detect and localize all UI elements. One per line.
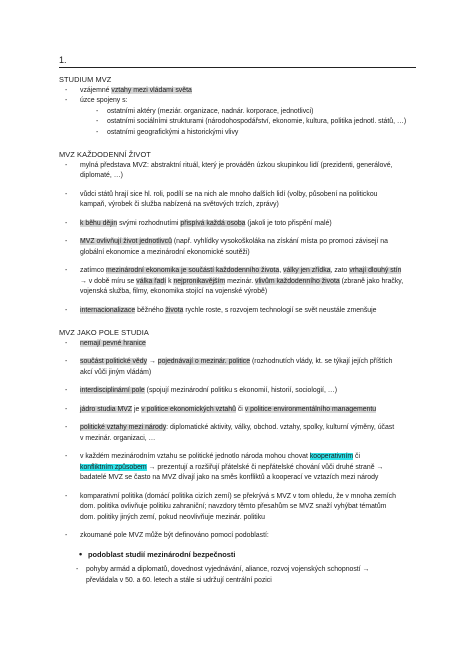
highlight: života: [165, 306, 184, 314]
list-item: [59, 266, 419, 298]
text-run: → prezentují a rozšiřují přátelské či nepřátelské chování vůči druhé straně →: [146, 463, 384, 471]
text-line: akcí vůči jiným vládám): [80, 368, 152, 376]
text-run: v každém mezinárodním vztahu se politické jednotlo národa mohou chovat: [80, 453, 310, 460]
highlight: k běhu dějin: [80, 219, 118, 227]
list-item: [59, 339, 419, 350]
text-line: v mezinár. organizaci, …: [80, 434, 156, 442]
kazdodenni-list: [59, 161, 419, 317]
highlight: v politice environmentálního managementu: [244, 405, 377, 413]
section-heading-studium: STUDIUM MVZ: [59, 75, 112, 84]
highlight: jádro studia MVZ: [80, 405, 133, 413]
text-run: zkoumané pole MVZ může být definováno pomocí podoblastí:: [80, 532, 269, 539]
text-run: (zbraně jako hračky,: [339, 277, 404, 285]
text-run: →: [147, 358, 158, 365]
text-line: badatelé MVZ se často na MVZ dívají jako na směs konfliktů a kooperací ve vztazích mezi národy: [80, 474, 379, 481]
heading-rule: [59, 67, 416, 68]
text-run: zatímco: [80, 267, 107, 274]
highlight: vrhají dlouhý stín: [349, 267, 402, 274]
highlight: v politice ekonomických vztahů: [141, 405, 236, 413]
text-run: : diplomatické aktivity, války, obchod. vztahy, spolky, kulturní výměny, účast: [166, 424, 395, 431]
text-line: kampaň, výrobek či služba nabízená na světových trzích, zprávy): [80, 201, 279, 208]
highlight: pojednávají o mezinár. politice: [157, 358, 251, 365]
text-run: či: [353, 453, 361, 460]
highlight-cyan: kooperativním: [309, 453, 354, 460]
text-run: (spojují mezinárodní politiku s ekonomií, historií, sociologií, …): [144, 387, 337, 394]
highlight-cyan: konfliktním způsobem: [80, 463, 147, 471]
page-number: 1.: [59, 55, 67, 65]
text-line: [80, 463, 419, 474]
list-item: [59, 423, 419, 444]
highlight: války jen zřídka: [283, 267, 331, 274]
section-heading-kazdodenni: MVZ KAŽDODENNÍ ŽIVOT: [59, 150, 151, 159]
list-item: [59, 531, 419, 542]
highlight: vlivům každodenního života: [255, 277, 340, 285]
text-run: vzájemné: [80, 86, 112, 94]
highlight: vztahy mezi vládami světa: [111, 86, 192, 94]
text-line: převládala v 50. a 60. letech a stále si udržují centrální pozici: [86, 576, 272, 584]
highlight: politické vztahy mezi národy: [80, 424, 167, 431]
highlight: nemají pevné hranice: [80, 339, 146, 347]
text-line: diplomaté, …): [80, 172, 123, 179]
list-item: [59, 237, 419, 258]
list-item: [59, 405, 419, 416]
highlight: mezinárodní ekonomika je součástí každodenního života: [106, 267, 280, 274]
list-item: [59, 190, 419, 211]
text-line: vojenská služba, filmy, ekonomika stojící na vojenské výrobě): [80, 288, 268, 295]
text-line: - vůdci států hrají sice hl. roli, podílí se na nich ale mnoho dalších lidí (volby, působení na politickou: [80, 190, 378, 198]
text-line: [80, 277, 419, 288]
list-item: [59, 219, 419, 230]
document-body: [59, 74, 419, 586]
text-run: mezinár.: [225, 277, 256, 285]
sub-list-item: - ostatními geografickými a historickými vlivy: [80, 128, 419, 139]
text-run: svými rozhodnutími: [117, 219, 181, 227]
highlight: internacionalizace: [80, 306, 136, 314]
sub-list: [80, 107, 419, 139]
highlight: přispívá každá osoba: [180, 219, 246, 227]
text-run: k: [166, 277, 174, 285]
text-run: (rozhodnutích vlády, kt. se týkají jejích příštích: [250, 358, 393, 365]
text-run: úzce spojeny s:: [80, 97, 128, 104]
text-run: , zato: [330, 267, 350, 274]
text-line: dom. politika ovlivňuje politiku zahraniční; navzdory těmto přesahům se MVZ snaží vyhýbat tématům: [80, 503, 387, 510]
highlight: nejpronikavějším: [173, 277, 226, 285]
highlight: válka řadí: [136, 277, 167, 285]
pole-list: [59, 339, 419, 542]
highlight: součást politické vědy: [80, 358, 148, 365]
list-item: [59, 492, 419, 524]
text-run: (jakoli je toto přispění malé): [245, 219, 332, 227]
highlight: MVZ ovlivňují život jednotlivců: [80, 238, 172, 245]
section-heading-pole: MVZ JAKO POLE STUDIA: [59, 328, 149, 337]
subsection-heading: • podoblast studií mezinárodní bezpečnosti: [59, 550, 419, 561]
text-run: běžného: [135, 306, 166, 314]
studium-list: [59, 86, 419, 139]
text-line: - komparativní politika (domácí politika cizích zemí) se překrývá s MVZ v tom ohledu, že v mnoha zemích: [80, 492, 396, 500]
text-run: je: [132, 405, 142, 413]
text-line: dom. politiky jiných zemí, pokud neovlivňuje mezinár. politiku: [80, 513, 265, 521]
list-item: [59, 161, 419, 182]
text-line: - pohyby armád a diplomatů, dovednost vyjednávání, aliance, rozvoj vojenských schopností →: [86, 566, 370, 573]
highlight: interdisciplinární pole: [80, 387, 145, 394]
text-run: (např. vyhlídky vysokoškoláka na získání místa po promoci závisejí na: [171, 238, 388, 245]
sub-list-item: [59, 565, 419, 586]
text-run: či: [235, 405, 245, 413]
list-item: [59, 357, 419, 378]
list-item: [59, 452, 419, 484]
list-item: [59, 306, 419, 317]
sub-list-item: - ostatními aktéry (meziár. organizace, nadnár. korporace, jednotlivci): [80, 107, 419, 118]
text-run: ,: [279, 267, 284, 274]
text-line: - mylná představa MVZ: abstraktní rituál, který je prováděn úzkou skupinkou lidí (prezidenti, generálové,: [80, 161, 393, 169]
text-run: rychle roste, s rozvojem technologií se svět neustále zmenšuje: [183, 306, 377, 314]
list-item: [59, 96, 419, 138]
list-item: [59, 86, 419, 97]
text-line: globální ekonomice a mezinárodní ekonomické soutěži): [80, 248, 250, 256]
list-item: [59, 386, 419, 397]
sub-list-item: - ostatními sociálními strukturami (národohospodářství, ekonomie, kultura, politika jednotl. států, …): [80, 117, 419, 128]
text-run: → v době míru se: [80, 277, 137, 285]
